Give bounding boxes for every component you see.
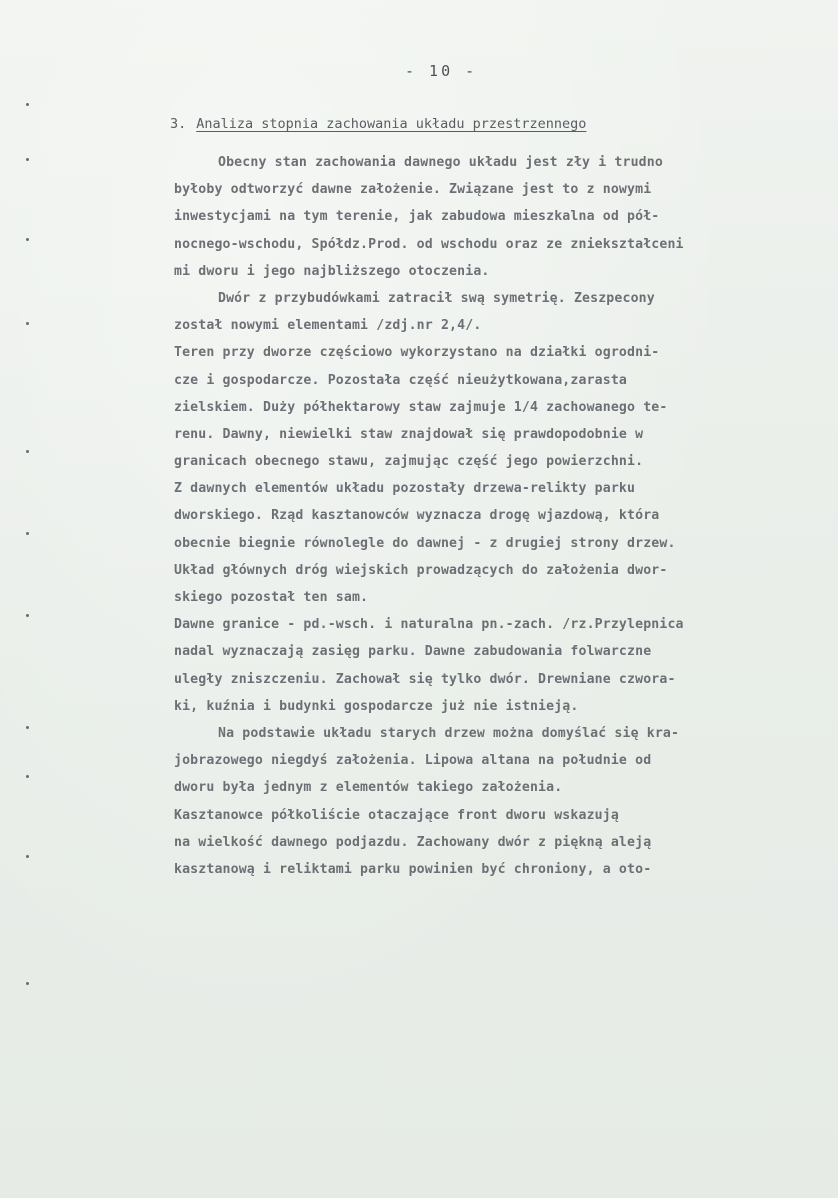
text-line: nocnego-wschodu, Spółdz.Prod. od wschodu oraz ze zniekształceni xyxy=(174,236,684,252)
text-line: granicach obecnego stawu, zajmując część jego powierzchni. xyxy=(174,454,644,470)
punch-mark xyxy=(26,238,29,241)
text-line: zielskiem. Duży półhektarowy staw zajmuje 1/4 zachowanego te- xyxy=(174,399,668,415)
text-line: obecnie biegnie równolegle do dawnej - z drugiej strony drzew. xyxy=(174,535,676,551)
section-title: Analiza stopnia zachowania układu przestrzennego xyxy=(196,116,587,132)
text-line: skiego pozostał ten sam. xyxy=(174,590,369,605)
text-line: Układ głównych dróg wiejskich prowadzących do założenia dwor- xyxy=(174,562,668,578)
text-line: Z dawnych elementów układu pozostały drzewa-relikty parku xyxy=(174,481,636,497)
punch-mark xyxy=(26,614,29,617)
section-heading xyxy=(170,116,586,132)
punch-mark xyxy=(26,532,29,535)
text-line: Na podstawie układu starych drzew można domyślać się kra- xyxy=(218,725,680,741)
punch-mark xyxy=(26,775,29,778)
punch-mark xyxy=(26,855,29,858)
text-line: Obecny stan zachowania dawnego układu jest zły i trudno xyxy=(218,155,663,170)
text-line: inwestycjami na tym terenie, jak zabudowa mieszkalna od pół- xyxy=(174,209,660,225)
section-number: 3. xyxy=(170,116,187,132)
text-line: został nowymi elementami /zdj.nr 2,4/. xyxy=(174,318,482,334)
text-line: na wielkość dawnego podjazdu. Zachowany dwór z piękną aleją xyxy=(174,834,652,850)
punch-mark xyxy=(26,103,29,106)
punch-mark xyxy=(26,322,29,325)
text-line: Kasztanowce półkoliście otaczające front dworu wskazują xyxy=(174,807,619,823)
text-line: kasztanową i reliktami parku powinien być chroniony, a oto- xyxy=(174,861,652,877)
text-line: cze i gospodarcze. Pozostała część nieużytkowana,zarasta xyxy=(174,372,628,388)
text-line: Dawne granice - pd.-wsch. i naturalna pn.-zach. /rz.Przylepnica xyxy=(174,617,684,633)
punch-mark xyxy=(26,450,29,453)
body-text xyxy=(174,149,814,883)
text-line: dworu była jednym z elementów takiego założenia. xyxy=(174,780,563,796)
text-line: uległy zniszczeniu. Zachował się tylko dwór. Drewniane czwora- xyxy=(174,671,676,687)
text-line: ki, kuźnia i budynki gospodarcze już nie istnieją. xyxy=(174,698,579,714)
text-line: byłoby odtworzyć dawne założenie. Związane jest to z nowymi xyxy=(174,182,652,198)
text-line: dworskiego. Rząd kasztanowców wyznacza drogę wjazdową, która xyxy=(174,508,660,524)
text-line: jobrazowego niegdyś założenia. Lipowa altana na południe od xyxy=(174,753,652,769)
text-line: Teren przy dworze częściowo wykorzystano na działki ogrodni- xyxy=(174,345,660,361)
text-line: nadal wyznaczają zasięg parku. Dawne zabudowania folwarczne xyxy=(174,644,652,660)
punch-mark xyxy=(26,158,29,161)
text-line: mi dworu i jego najbliższego otoczenia. xyxy=(174,263,490,279)
punch-mark xyxy=(26,726,29,729)
text-line: Dwór z przybudówkami zatracił swą symetrię. Zeszpecony xyxy=(218,290,655,306)
page-number: - 10 - xyxy=(405,62,478,80)
punch-mark xyxy=(26,982,29,985)
text-line: renu. Dawny, niewielki staw znajdował się prawdopodobnie w xyxy=(174,426,644,442)
